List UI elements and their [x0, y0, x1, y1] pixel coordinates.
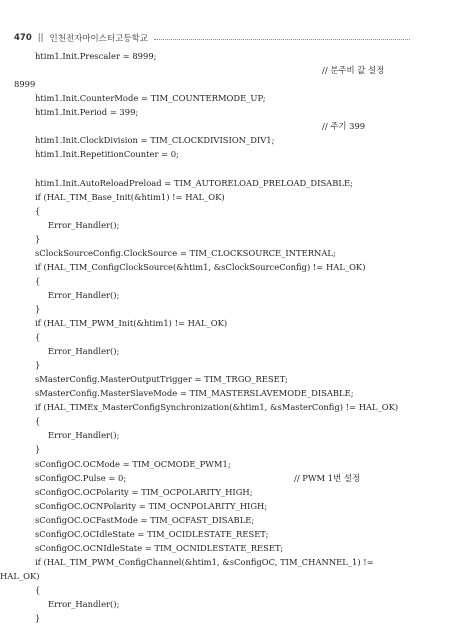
code-line: {: [35, 206, 41, 216]
code-line: HAL_OK): [0, 571, 40, 581]
code-line: htim1.Init.RepetitionCounter = 0;: [35, 149, 179, 159]
code-line: Error_Handler();: [48, 220, 120, 230]
code-line: sMasterConfig.MasterOutputTrigger = TIM_TRGO_RESET;: [35, 374, 288, 384]
code-line: if (HAL_TIM_ConfigClockSource(&htim1, &sClockSourceConfig) != HAL_OK): [35, 262, 366, 272]
code-comment: // PWM 1번 설정: [294, 473, 361, 483]
code-line: if (HAL_TIM_PWM_ConfigChannel(&htim1, &sConfigOC, TIM_CHANNEL_1) !=: [35, 557, 374, 567]
code-line: Error_Handler();: [48, 346, 120, 356]
code-line: if (HAL_TIM_Base_Init(&htim1) != HAL_OK): [35, 192, 225, 202]
code-line: 8999: [14, 79, 36, 89]
page-number: 470: [14, 33, 32, 43]
code-line: if (HAL_TIMEx_MasterConfigSynchronization(&htim1, &sMasterConfig) != HAL_OK): [35, 402, 399, 412]
code-line: Error_Handler();: [48, 599, 120, 609]
code-line: Error_Handler();: [48, 430, 120, 440]
code-comment: // 주기 399: [322, 121, 366, 131]
code-line: sConfigOC.Pulse = 0;: [35, 473, 127, 483]
code-line: sClockSourceConfig.ClockSource = TIM_CLOCKSOURCE_INTERNAL;: [35, 248, 336, 258]
code-comment: // 분주비 값 설정: [322, 65, 385, 75]
code-line: sConfigOC.OCPolarity = TIM_OCPOLARITY_HIGH;: [35, 487, 253, 497]
code-line: sConfigOC.OCNIdleState = TIM_OCNIDLESTATE_RESET;: [35, 543, 284, 553]
code-line: sConfigOC.OCNPolarity = TIM_OCNPOLARITY_HIGH;: [35, 501, 268, 511]
code-line: htim1.Init.Prescaler = 8999;: [35, 51, 157, 61]
code-line: if (HAL_TIM_PWM_Init(&htim1) != HAL_OK): [35, 318, 228, 328]
school-name: 인천전자마이스터고등학교: [49, 34, 149, 44]
code-line: }: [35, 613, 41, 623]
code-line: {: [35, 332, 41, 342]
code-line: sConfigOC.OCFastMode = TIM_OCFAST_DISABLE;: [35, 515, 255, 525]
code-line: }: [35, 234, 41, 244]
code-line: sConfigOC.OCMode = TIM_OCMODE_PWM1;: [35, 459, 231, 469]
code-line: sMasterConfig.MasterSlaveMode = TIM_MASTERSLAVEMODE_DISABLE;: [35, 388, 354, 398]
code-line: {: [35, 276, 41, 286]
code-line: sConfigOC.OCIdleState = TIM_OCIDLESTATE_RESET;: [35, 529, 269, 539]
code-line: {: [35, 585, 41, 595]
code-line: htim1.Init.AutoReloadPreload = TIM_AUTORELOAD_PRELOAD_DISABLE;: [35, 178, 353, 188]
code-line: htim1.Init.ClockDivision = TIM_CLOCKDIVISION_DIV1;: [35, 135, 275, 145]
header-separator: ||: [37, 33, 44, 43]
code-line: htim1.Init.CounterMode = TIM_COUNTERMODE_UP;: [35, 93, 266, 103]
code-line: }: [35, 304, 41, 314]
code-line: }: [35, 444, 41, 454]
code-line: }: [35, 360, 41, 370]
code-line: {: [35, 416, 41, 426]
code-line: Error_Handler();: [48, 290, 120, 300]
code-line: htim1.Init.Period = 399;: [35, 107, 139, 117]
